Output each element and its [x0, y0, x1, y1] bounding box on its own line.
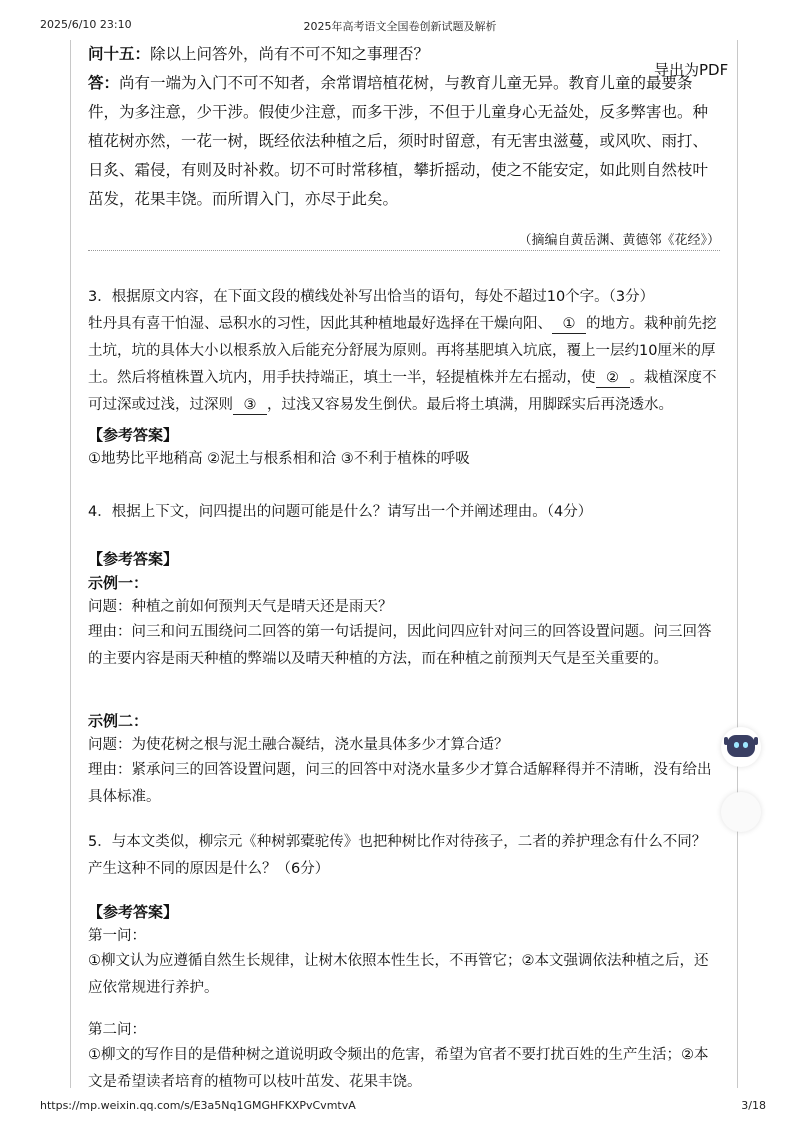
- blank-1: ①: [552, 315, 586, 334]
- example-1-reason: 理由：问三和问五围绕问二回答的第一句话提问，因此问四应针对问三的回答设置问题。问三回答的主要内容是雨天种植的弊端以及晴天种植的方法，而在种植之前预判天气是至关重要的。: [88, 624, 712, 667]
- blank-3: ③: [233, 396, 267, 415]
- part-1-answer: ①柳文认为应遵循自然生长规律，让树木依照本性生长，不再管它；②本文强调依法种植之后，还应依常规进行养护。: [88, 953, 709, 996]
- dotted-divider: [88, 250, 720, 251]
- question-4-stem: 4．根据上下文，问四提出的问题可能是什么？请写出一个并阐述理由。（4分）: [88, 504, 593, 520]
- left-border: [70, 40, 71, 1088]
- question-4-example-2: [88, 709, 720, 811]
- question-5-answer: [88, 900, 720, 1002]
- example-2-reason: 理由：紧承问三的回答设置问题，问三的回答中对浇水量多少才算合适解释得并不清晰，没有给出具体标准。: [88, 762, 712, 805]
- q3-text-4: ，过浅又容易发生倒伏。最后将土填满，用脚踩实后再浇透水。: [267, 397, 673, 413]
- blank-2: ②: [596, 369, 630, 388]
- question-5-part-2: [88, 1018, 720, 1096]
- page-number: 3/18: [741, 1099, 766, 1112]
- passage-excerpt: [88, 40, 720, 255]
- reference-answer: ①地势比平地稍高 ②泥土与根系相和洽 ③不利于植株的呼吸: [88, 451, 470, 467]
- question-4: [88, 500, 720, 524]
- question-3: [88, 284, 720, 419]
- part-2-label: 第二问：: [88, 1022, 146, 1038]
- robot-eye-right: [743, 742, 748, 748]
- q3-text-1: 牡丹具有喜干怕湿、忌积水的习性，因此其种植地最好选择在干燥向阳、: [88, 316, 552, 332]
- answer-text: 尚有一端为入门不可不知者，余常谓培植花树，与教育儿童无异。教育儿童的最要条件，为多注意，少干涉。假使少注意，而多干涉，不但于儿童身心无益处，反多弊害也。种植花树亦然，一花一树，既经依法种植之后，须时时留意，有无害虫滋蔓，或风吹、雨打、日炙、霜侵，有则及时补救。切不可时常移植，攀折摇动，使之不能安定，如此则自然枝叶茁发，花果丰饶。而所谓入门，亦尽于此矣。: [88, 74, 709, 208]
- ai-assistant-button[interactable]: [721, 727, 761, 767]
- robot-eye-left: [734, 742, 739, 748]
- source-citation: （摘编自黄岳渊、黄德邻《花经》）: [518, 233, 720, 248]
- question-label: 问十五：: [88, 45, 151, 63]
- question-3-passage: [88, 311, 720, 419]
- reference-answer-label: 【参考答案】: [88, 550, 179, 568]
- floating-tool-button[interactable]: [721, 792, 761, 832]
- export-pdf-button[interactable]: 导出为PDF: [654, 61, 729, 79]
- example-2-label: 示例二：: [88, 712, 149, 730]
- q3-text-2: 的地方。栽种前先挖土坑，坑的具体大小以根系放入后能充分舒展为原则。再将基肥填入坑底，覆上一层约10厘米的厚土。然后将植株置入坑内，用手扶持端正，填土一半，轻提植株并左右摇动，使: [88, 316, 717, 386]
- question-3-stem: 3．根据原文内容，在下面文段的横线处补写出恰当的语句，每处不超过10个字。（3分）: [88, 289, 655, 305]
- question-5: [88, 829, 720, 883]
- question-4-answer: [88, 547, 720, 673]
- document-title: 2025年高考语文全国卷创新试题及解析: [303, 20, 497, 33]
- question-5-stem: 5．与本文类似，柳宗元《种树郭橐驼传》也把种树比作对待孩子，二者的养护理念有什么不同？产生这种不同的原因是什么？（6分）: [88, 834, 707, 877]
- part-1-label: 第一问：: [88, 928, 146, 944]
- right-border: [737, 40, 738, 1088]
- answer-paragraph: [88, 69, 720, 214]
- example-2-question: 问题：为使花树之根与泥土融合凝结，浇水量具体多少才算合适？: [88, 737, 509, 753]
- part-2-answer: ①柳文的写作目的是借种树之道说明政令频出的危害，希望为官者不要打扰百姓的生产生活；②本文是希望读者培育的植物可以枝叶茁发、花果丰饶。: [88, 1047, 709, 1090]
- page-url: https://mp.weixin.qq.com/s/E3a5Nq1GMGHFKXPvCvmtvA: [40, 1099, 356, 1112]
- answer-label: 答：: [88, 74, 120, 92]
- reference-answer-label: 【参考答案】: [88, 903, 179, 921]
- robot-icon: [727, 735, 755, 757]
- example-1-question: 问题：种植之前如何预判天气是晴天还是雨天？: [88, 599, 393, 615]
- question-3-answer: [88, 423, 720, 471]
- example-1-label: 示例一：: [88, 574, 149, 592]
- question-text: 除以上问答外，尚有不可不知之事理否？: [150, 45, 430, 63]
- print-datetime: 2025/6/10 23:10: [40, 18, 132, 31]
- question-fifteen: [88, 40, 720, 69]
- reference-answer-label: 【参考答案】: [88, 426, 179, 444]
- q3-text-3: 。栽植深度不可过深或过浅，过深则: [88, 370, 717, 413]
